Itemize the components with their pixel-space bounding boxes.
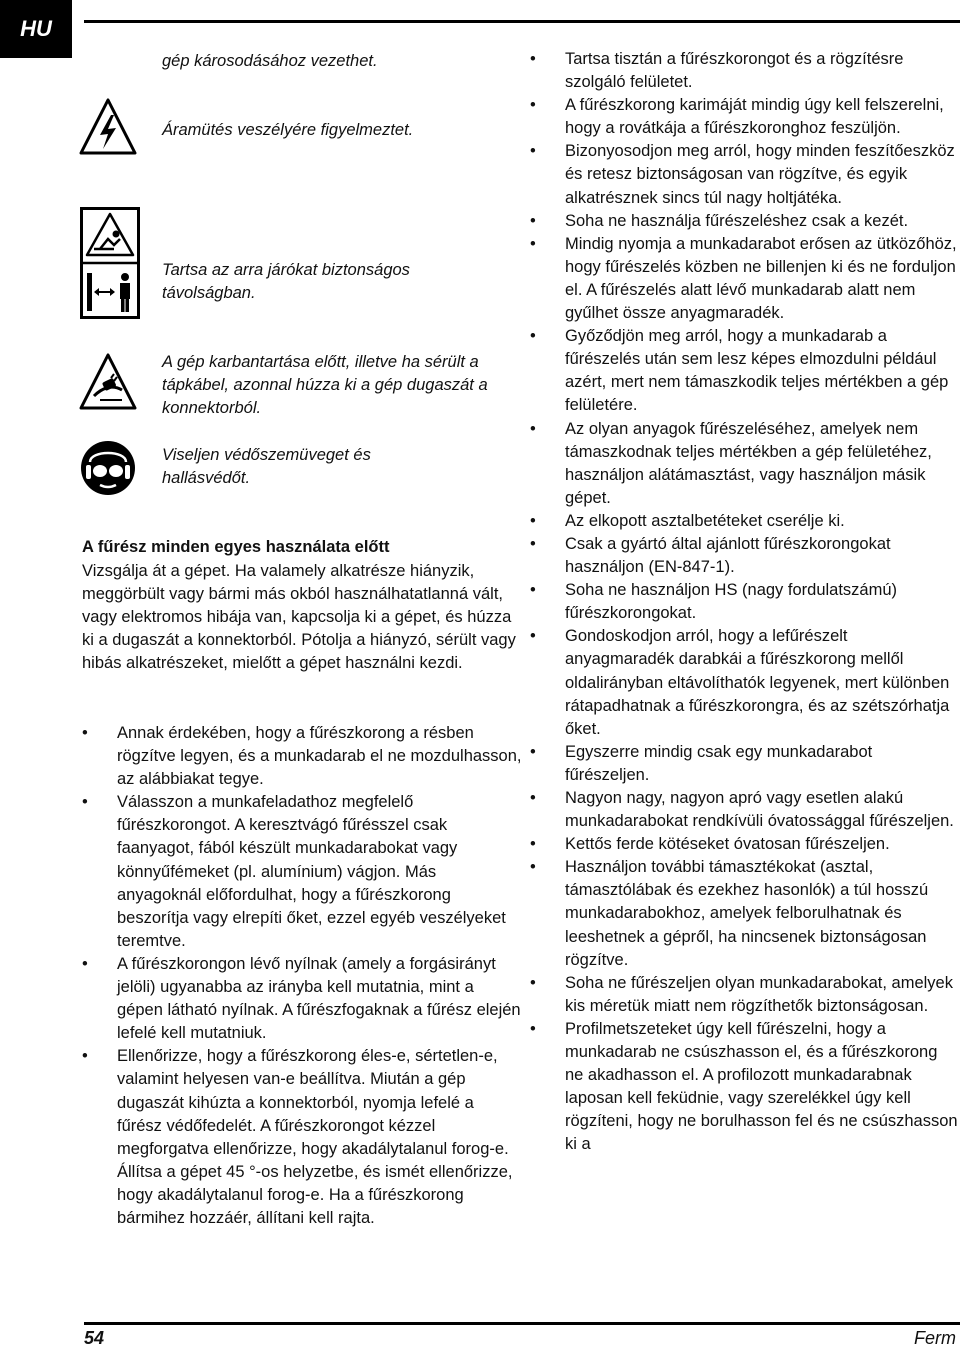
warning-text-protection: Viseljen védőszemüveget és hallásvédőt.	[162, 446, 371, 487]
bullet-item: • Csak a gyártó által ajánlott fűrészkorongokat használjon (EN-847-1).	[530, 533, 960, 579]
bottom-rule	[84, 1322, 960, 1325]
keep-bystanders-away-icon	[80, 207, 140, 319]
unplug-before-maintenance-icon	[78, 352, 138, 412]
bullet-item: • Profilmetszeteket úgy kell fűrészelni, hogy a munkadarab ne csúszhasson el, és a fűrészkorong ne akadhasson el. A profilozott munkadarabnak laposan kell feküdnie, vagy szerelékkel úgy kell rögzíteni, hogy ne borulhasson fel és ne csúszhasson ki a	[530, 1018, 960, 1157]
electric-shock-warning-icon	[78, 97, 138, 157]
section-intro: Vizsgálja át a gépet. Ha valamely alkatrésze hiányzik, meggörbült vagy bármi más okból használhatatlanná vált, vagy elektromos hibája van, kapcsolja ki a gépet, és húzza ki a dugaszát a konnektorból. Pótolja a hiányzó, sérült vagy hibás alkatrészeket, mielőtt a gépet használni kezdi.	[82, 562, 516, 673]
bullet-item: • Az elkopott asztalbetéteket cserélje ki.	[530, 510, 960, 533]
bullet-item: • Válasszon a munkafeladathoz megfelelő fűrészkorongot. A keresztvágó fűrésszel csak faanyagot, fából készült munkadarabokat vagy könnyűfémeket (pl. alumínium) vágjon. Más anyagoknál előfordulhat, hogy a fűrészkorong beszorítja vagy elrepíti őket, ezzel egyéb veszélyeket teremtve.	[82, 791, 522, 953]
bullet-item: • Soha ne használja fűrészeléshez csak a kezét.	[530, 210, 960, 233]
warning-text-damage: gép károsodásához vezethet.	[162, 52, 378, 70]
warning-text-bystanders: Tartsa az arra járókat biztonságos távolságban.	[162, 261, 410, 302]
eye-and-hearing-protection-icon	[80, 440, 136, 496]
bullet-item: • Annak érdekében, hogy a fűrészkorong a résben rögzítve legyen, és a munkadarab el ne mozdulhasson, az alábbiakat tegye.	[82, 722, 522, 791]
bullet-item: • Mindig nyomja a munkadarabot erősen az ütközőhöz, hogy fűrészelés közben ne billenjen ki és ne forduljon el. A fűrészelés alatt lévő munkadarab alatt nem gyűlhet össze anyagmaradék.	[530, 233, 960, 325]
bullet-item: • A fűrészkorongon lévő nyílnak (amely a forgásirányt jelöli) ugyanabba az irányba kell mutatnia, mint a gépen látható nyílnak. A fűrészfogaknak a fűrész elején lefelé kell mutatniuk.	[82, 953, 522, 1045]
bullet-item: • Nagyon nagy, nagyon apró vagy esetlen alakú munkadarabokat rendkívüli óvatossággal fűrészeljen.	[530, 787, 960, 833]
brand-name: Ferm	[914, 1328, 956, 1348]
top-rule	[84, 20, 960, 23]
bullet-item: • Ellenőrizze, hogy a fűrészkorong éles-e, sértetlen-e, valamint helyesen van-e beállítva. Miután a gép dugaszát kihúzta a konnektorból, nyomja lefelé a fűrész védőfedelét. A fűrészkorongot kézzel megforgatva ellenőrizze, hogy akadálytalanul forog-e. Állítsa a gépet 45 °-os helyzetbe, és ismét ellenőrizze, hogy akadálytalanul forog-e. Ha a fűrészkorong bármihez hozzáér, állítani kell rajta.	[82, 1045, 522, 1230]
bullet-item: • Soha ne használjon HS (nagy fordulatszámú) fűrészkorongokat.	[530, 579, 960, 625]
bullet-item: • Kettős ferde kötéseket óvatosan fűrészeljen.	[530, 833, 960, 856]
right-bullet-list	[530, 48, 960, 1157]
left-bullet-list	[82, 722, 522, 1230]
bullet-item: • A fűrészkorong karimáját mindig úgy kell felszerelni, hogy a rovátkája a fűrészkoronghoz feszüljön.	[530, 94, 960, 140]
bullet-item: • Az olyan anyagok fűrészeléséhez, amelyek nem támaszkodnak teljes mértékben a gép felületéhez, használjon alátámasztást, vagy használjon másik gépet.	[530, 418, 960, 510]
bullet-item: • Egyszerre mindig csak egy munkadarabot fűrészeljen.	[530, 741, 960, 787]
warning-text-electric-shock: Áramütés veszélyére figyelmeztet.	[162, 121, 414, 139]
bullet-item: • Soha ne fűrészeljen olyan munkadarabokat, amelyek kis méretük miatt nem rögzíthetők biztonságosan.	[530, 972, 960, 1018]
warning-text-unplug: A gép karbantartása előtt, illetve ha sérült a tápkábel, azonnal húzza ki a gép dugaszát a konnektorból.	[162, 353, 488, 417]
language-tab: HU	[0, 0, 72, 58]
bullet-item: • Használjon további támasztékokat (asztal, támasztólábak és ezekhez hasonlók) a túl hosszú munkadarabokhoz, amelyek felborulhatnak és leeshetnek a gépről, ha nincsenek biztonságosan rögzítve.	[530, 856, 960, 971]
section-heading: A fűrész minden egyes használata előtt	[82, 538, 390, 556]
bullet-item: • Gondoskodjon arról, hogy a lefűrészelt anyagmaradék darabkái a fűrészkorong mellől oldalirányban eltávolíthatók legyenek, mert különben rátapadhatnak a fűrészkorongra, és az szétszórhatja őket.	[530, 625, 960, 740]
bullet-item: • Győződjön meg arról, hogy a munkadarab a fűrészelés után sem lesz képes elmozdulni például azért, mert nem támaszkodik teljes mértékben a gép felületére.	[530, 325, 960, 417]
page-number: 54	[84, 1328, 105, 1348]
bullet-item: • Tartsa tisztán a fűrészkorongot és a rögzítésre szolgáló felületet.	[530, 48, 960, 94]
bullet-item: • Bizonyosodjon meg arról, hogy minden feszítőeszköz és retesz biztonságosan van rögzítve, és egyik alkatrésznek sincs túl nagy holtjátéka.	[530, 140, 960, 209]
